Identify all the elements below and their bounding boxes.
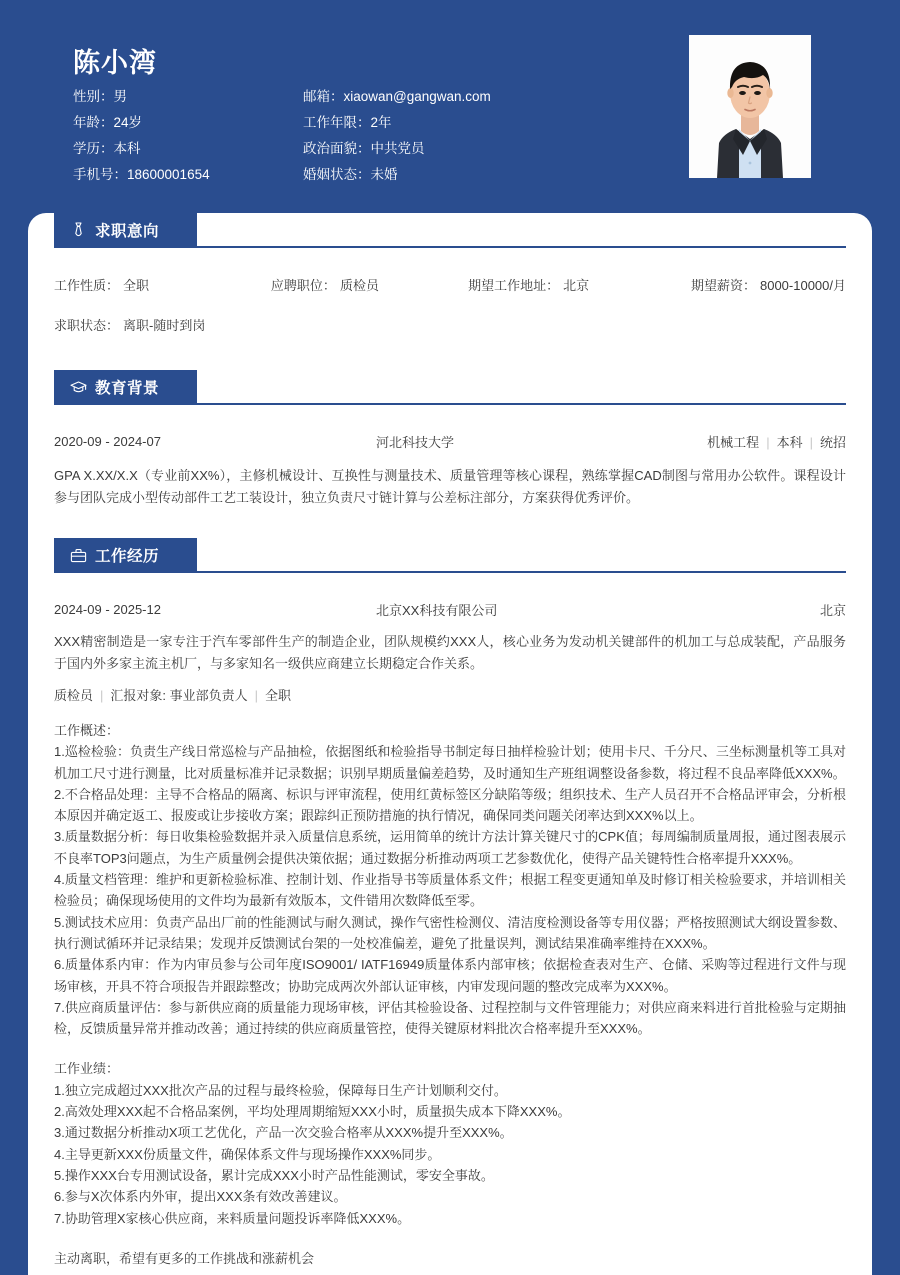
job-intention-row xyxy=(54,275,846,294)
header-info-row xyxy=(73,108,633,134)
field-gender-label: 性别： xyxy=(73,89,114,104)
field-education-label: 学历： xyxy=(73,141,114,156)
section-header xyxy=(54,213,846,259)
work-role-line xyxy=(54,674,846,704)
education-school: 河北科技大学 xyxy=(376,435,455,450)
field-email-label: 邮箱： xyxy=(303,89,344,104)
intent-location-value: 北京 xyxy=(563,278,590,293)
paragraph-spacer xyxy=(54,1039,846,1058)
header-info-row xyxy=(73,134,633,160)
section-header xyxy=(54,370,846,416)
intent-location xyxy=(468,275,691,294)
education-major: 机械工程 xyxy=(707,435,760,450)
field-experience xyxy=(303,111,633,131)
work-entry-header xyxy=(54,584,846,623)
intent-position-value: 质检员 xyxy=(339,278,379,293)
work-details xyxy=(54,704,846,1269)
education-entry-header xyxy=(54,416,846,455)
field-marital-status-label: 婚姻状态： xyxy=(303,167,371,182)
section-tab-education xyxy=(54,370,197,404)
intent-job-nature xyxy=(54,275,271,294)
section-work-experience xyxy=(54,538,846,1269)
section-title-education: 教育背景 xyxy=(95,380,160,397)
section-job-intention xyxy=(54,213,846,340)
field-political-status xyxy=(303,137,633,157)
work-location: 北京 xyxy=(819,603,846,618)
section-education xyxy=(54,370,846,508)
education-entry xyxy=(54,416,846,508)
work-achievement-item: 1.独立完成超过XXX批次产品的过程与最终检验，保障每日生产计划顺利交付。 xyxy=(54,1082,507,1098)
resume-header xyxy=(0,0,900,213)
intent-status-label: 求职状态： xyxy=(54,318,120,333)
intent-salary xyxy=(691,275,846,294)
work-overview-item: 1.巡检检验：负责生产线日常巡检与产品抽检，依据图纸和检验指导书制定每日抽样检验计划；使用卡尺、千分尺、三坐标测量机等工具对机加工尺寸进行测量，比对质量标准并记录数据；识别早期质量偏差趋势，及时通知生产班组调整设备参数，将过程不良品率降低XXX%。 xyxy=(54,744,846,781)
section-tab-work-experience xyxy=(54,538,197,572)
field-experience-label: 工作年限： xyxy=(303,115,371,130)
intent-status-value: 离职-随时到岗 xyxy=(123,318,206,333)
field-age xyxy=(73,111,303,131)
paragraph-spacer xyxy=(54,1229,846,1248)
work-role: 质检员 xyxy=(54,688,94,703)
photo-illustration xyxy=(689,35,811,178)
necktie-icon xyxy=(70,222,87,239)
field-education-value: 本科 xyxy=(113,141,141,156)
field-education xyxy=(73,137,303,157)
field-phone-label: 手机号： xyxy=(73,167,127,182)
work-achievement-item: 3.通过数据分析推动X项工艺优化，产品一次交验合格率从XXX%提升至XXX%。 xyxy=(54,1125,513,1141)
work-overview-item: 6.质量体系内审：作为内审员参与公司年度ISO9001/ IATF16949质量体系内部审核；依据检查表对生产、仓储、采购等过程进行文件与现场审核，开具不符合项报告并跟踪整改；协助完成两次外部认证审核，内审发现问题的整改完成率为XXX%。 xyxy=(54,957,846,994)
work-leaving-reason: 主动离职，希望有更多的工作挑战和涨薪机会 xyxy=(54,1250,315,1266)
intent-status xyxy=(54,315,274,334)
header-info-row xyxy=(73,160,633,186)
section-tab-job-intention xyxy=(54,213,197,247)
field-marital-status xyxy=(303,163,633,183)
field-political-status-value: 中共党员 xyxy=(370,141,425,156)
section-title-work-experience: 工作经历 xyxy=(95,548,160,565)
field-political-status-label: 政治面貌： xyxy=(303,141,371,156)
candidate-photo xyxy=(689,35,811,178)
intent-job-nature-label: 工作性质： xyxy=(54,278,120,293)
work-date: 2024-09 - 2025-12 xyxy=(54,602,161,617)
intent-job-nature-value: 全职 xyxy=(123,278,150,293)
intent-location-label: 期望工作地址： xyxy=(468,278,560,293)
role-separator: | xyxy=(100,688,104,703)
work-overview-item: 7.供应商质量评估：参与新供应商的质量能力现场审核，评估其检验设备、过程控制与文件管理能力；对供应商来料进行首批检验与定期抽检，反馈质量异常并推动改善；通过持续的供应商质量管控，使得关键原材料批次合格率提升至XXX%。 xyxy=(54,999,846,1037)
resume-card xyxy=(28,213,872,1275)
field-marital-status-value: 未婚 xyxy=(370,167,398,182)
work-achievement-item: 7.协助管理X家核心供应商，来料质量问题投诉率降低XXX%。 xyxy=(54,1210,411,1226)
work-overview-item: 5.测试技术应用：负责产品出厂前的性能测试与耐久测试，操作气密性检测仪、清洁度检测设备等专用仪器；严格按照测试大纲设置参数、执行测试循环并记录结果；发现并反馈测试台架的一处校准偏差，避免了批量误判，测试结果准确率维持在XXX%。 xyxy=(54,914,846,951)
work-achievement-title: 工作业绩： xyxy=(54,1061,120,1077)
work-job-type: 全职 xyxy=(265,688,292,703)
field-phone xyxy=(73,163,303,183)
intent-salary-value: 8000-10000/月 xyxy=(759,278,846,293)
work-company-description: XXX精密制造是一家专注于汽车零部件生产的制造企业，团队规模约XXX人，核心业务为发动机关键部件的机加工与总成装配，产品服务于国内外多家主流主机厂，与多家知名一级供应商建立长期稳定合作关系。 xyxy=(54,634,846,671)
work-entry xyxy=(54,584,846,1269)
graduation-cap-icon xyxy=(70,379,87,396)
education-admission: 统招 xyxy=(819,435,846,450)
work-overview-item: 3.质量数据分析：每日收集检验数据并录入质量信息系统，运用简单的统计方法计算关键尺寸的CPK值；每周编制质量周报，通过图表展示不良率TOP3问题点，为生产质量例会提供决策依据；通过数据分析推动两项工艺参数优化，使得产品关键特性合格率提升XXX%。 xyxy=(54,829,846,866)
education-degree: 本科 xyxy=(776,435,803,450)
briefcase-icon xyxy=(70,547,87,564)
education-description: GPA X.XX/X.X（专业前XX%），主修机械设计、互换性与测量技术、质量管理等核心课程，熟练掌握CAD制图与常用办公软件。课程设计参与团队完成小型传动部件工艺工装设计，独立负责尺寸链计算与公差标注部分，方案获得优秀评价。 xyxy=(54,468,846,505)
section-header xyxy=(54,538,846,584)
work-achievement-item: 5.操作XXX台专用测试设备，累计完成XXX小时产品性能测试，零安全事故。 xyxy=(54,1167,494,1183)
work-overview-item: 2.不合格品处理：主导不合格品的隔离、标识与评审流程，使用红黄标签区分缺陷等级；组织技术、生产人员召开不合格品评审会，分析根本原因并确定返工、报废或让步接收方案；跟踪纠正预防措施的执行情况，确保同类问题关闭率达到XXX%以上。 xyxy=(54,786,846,824)
work-overview-title: 工作概述： xyxy=(54,723,120,738)
field-gender xyxy=(73,85,303,105)
work-achievement-item: 4.主导更新XXX份质量文件，确保体系文件与现场操作XXX%同步。 xyxy=(54,1146,441,1162)
meta-separator: | xyxy=(766,435,770,450)
field-email xyxy=(303,85,633,105)
job-intention-body xyxy=(54,259,846,340)
job-intention-row xyxy=(54,315,846,334)
meta-separator: | xyxy=(809,435,813,450)
work-achievement-item: 6.参与X次体系内外审，提出XXX条有效改善建议。 xyxy=(54,1189,347,1205)
work-report-to: 汇报对象: 事业部负责人 xyxy=(110,688,248,703)
intent-salary-label: 期望薪资： xyxy=(690,278,756,293)
work-overview-item: 4.质量文档管理：维护和更新检验标准、控制计划、作业指导书等质量体系文件；根据工程变更通知单及时修订相关检验要求，并培训相关检验员；确保现场使用的文件均为最新有效版本，文件错用次数降低至零。 xyxy=(54,872,846,909)
field-age-label: 年龄： xyxy=(73,115,114,130)
work-company: 北京XX科技有限公司 xyxy=(376,603,498,618)
header-info-grid xyxy=(73,82,633,186)
candidate-name: 陈小湾 xyxy=(73,48,157,78)
section-title-job-intention: 求职意向 xyxy=(95,223,160,240)
education-meta xyxy=(707,432,846,451)
education-date: 2020-09 - 2024-07 xyxy=(54,434,161,449)
work-achievement-item: 2.高效处理XXX起不合格品案例，平均处理周期缩短XXX小时，质量损失成本下降XXX%。 xyxy=(54,1104,571,1120)
field-email-value: xiaowan@gangwan.com xyxy=(343,89,491,104)
field-phone-value: 18600001654 xyxy=(127,167,210,182)
field-experience-value: 2年 xyxy=(370,115,392,130)
field-age-value: 24岁 xyxy=(113,115,143,130)
role-separator: | xyxy=(254,688,259,703)
field-gender-value: 男 xyxy=(113,89,127,104)
header-info-row xyxy=(73,82,633,108)
intent-position-label: 应聘职位： xyxy=(270,278,336,293)
intent-position xyxy=(271,275,468,294)
